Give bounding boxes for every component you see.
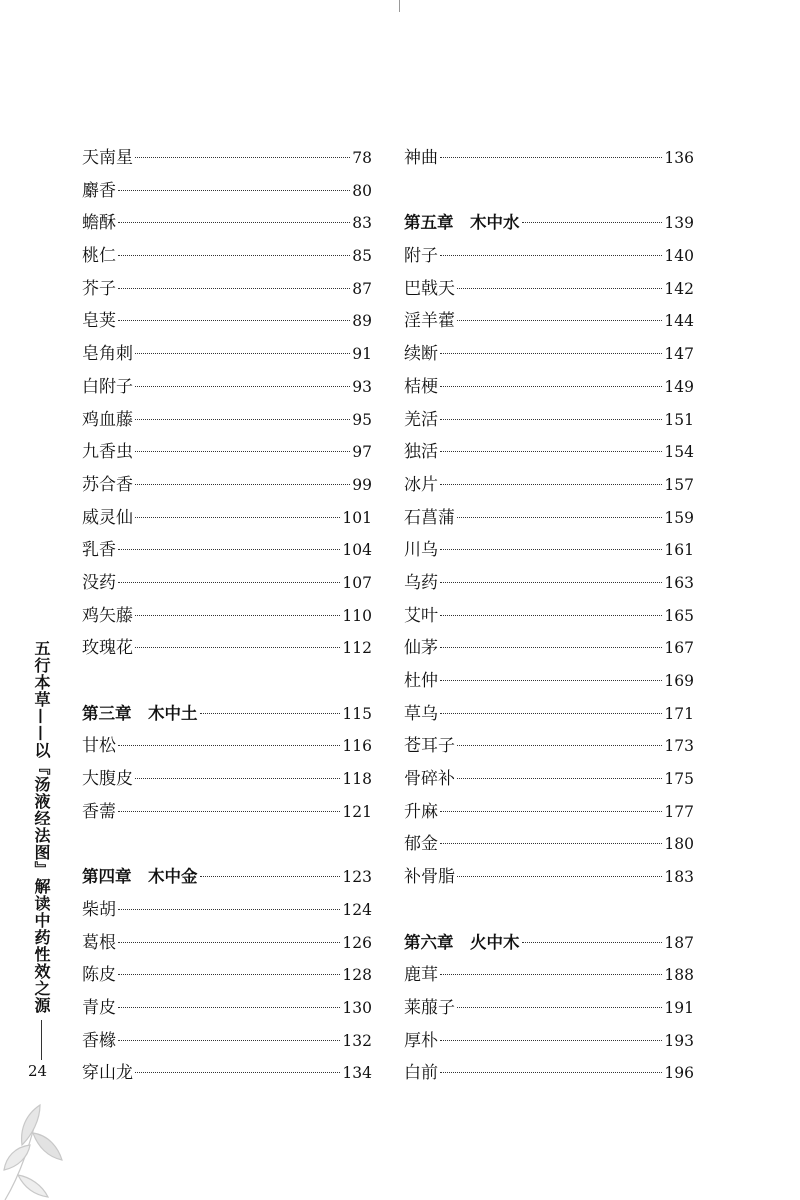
dot-leader xyxy=(200,713,341,714)
dot-leader xyxy=(440,451,662,452)
dot-leader xyxy=(440,255,662,256)
dot-leader xyxy=(440,843,662,844)
toc-entry-page: 183 xyxy=(664,868,694,887)
toc-entry[interactable] xyxy=(404,698,694,731)
toc-entry-title: 香薷 xyxy=(82,801,116,822)
toc-entry-page: 159 xyxy=(664,508,694,527)
book-title: 五行本草——以『汤液经法图』解读中药性效之源 xyxy=(32,640,51,1014)
toc-entry[interactable] xyxy=(82,240,372,273)
toc-entry-page: 126 xyxy=(342,933,372,952)
dot-leader xyxy=(440,680,662,681)
dot-leader xyxy=(440,419,662,420)
toc-entry-page: 188 xyxy=(664,966,694,985)
toc-entry[interactable] xyxy=(404,371,694,404)
toc-entry-title: 第三章 木中土 xyxy=(82,703,198,723)
toc-entry-title: 鸡矢藤 xyxy=(82,605,133,626)
toc-entry-page: 121 xyxy=(342,802,372,821)
toc-entry-page: 118 xyxy=(342,770,372,789)
toc-entry[interactable] xyxy=(82,436,372,469)
dot-leader xyxy=(118,288,350,289)
toc-entry-page: 196 xyxy=(664,1064,694,1083)
top-margin-tick xyxy=(399,0,400,12)
dot-leader xyxy=(118,942,340,943)
toc-entry[interactable] xyxy=(82,1025,372,1058)
dot-leader xyxy=(440,353,662,354)
toc-entry[interactable] xyxy=(82,567,372,600)
toc-entry-page: 128 xyxy=(342,966,372,985)
toc-entry-title: 苏合香 xyxy=(82,474,133,495)
toc-entry-page: 132 xyxy=(342,1031,372,1050)
toc-entry-page: 163 xyxy=(664,573,694,592)
toc-entry-title: 仙茅 xyxy=(404,638,438,659)
toc-entry-title: 桃仁 xyxy=(82,246,116,267)
toc-entry-title: 补骨脂 xyxy=(404,867,455,888)
toc-entry-title: 鹿茸 xyxy=(404,965,438,986)
toc-entry[interactable] xyxy=(404,763,694,796)
toc-entry[interactable] xyxy=(404,567,694,600)
toc-entry[interactable] xyxy=(404,338,694,371)
toc-entry-title: 皂荚 xyxy=(82,311,116,332)
dot-leader xyxy=(135,778,340,779)
toc-entry-page: 177 xyxy=(664,802,694,821)
dot-leader xyxy=(457,288,662,289)
toc-entry[interactable] xyxy=(404,404,694,437)
toc-entry[interactable] xyxy=(82,175,372,208)
toc-entry-page: 136 xyxy=(664,149,694,167)
dot-leader xyxy=(440,713,662,714)
dot-leader xyxy=(135,386,350,387)
dot-leader xyxy=(135,615,340,616)
toc-entry-title: 淫羊藿 xyxy=(404,311,455,332)
toc-entry-page: 149 xyxy=(664,377,694,396)
toc-entry-page: 110 xyxy=(342,606,372,625)
toc-entry-title: 厚朴 xyxy=(404,1030,438,1051)
toc-entry-title: 续断 xyxy=(404,344,438,365)
toc-entry[interactable] xyxy=(404,142,694,175)
toc-entry-title: 桔梗 xyxy=(404,376,438,397)
toc-entry-page: 134 xyxy=(342,1064,372,1083)
toc-entry[interactable] xyxy=(82,927,372,960)
leaf-decoration-icon xyxy=(0,1085,70,1200)
toc-entry-title: 甘松 xyxy=(82,736,116,757)
toc-entry-title: 附子 xyxy=(404,246,438,267)
dot-leader xyxy=(522,942,663,943)
toc-entry-page: 173 xyxy=(664,737,694,756)
toc-entry-title: 巴戟天 xyxy=(404,278,455,299)
toc-entry[interactable] xyxy=(404,861,694,894)
toc-entry[interactable] xyxy=(404,796,694,829)
toc-entry[interactable] xyxy=(82,632,372,665)
toc-entry-page: 140 xyxy=(664,247,694,266)
toc-entry-page: 89 xyxy=(352,312,372,331)
dot-leader xyxy=(135,451,350,452)
toc-entry-page: 161 xyxy=(664,541,694,560)
toc-entry-title: 柴胡 xyxy=(82,899,116,920)
toc-entry[interactable] xyxy=(404,1025,694,1058)
toc-entry-page: 175 xyxy=(664,770,694,789)
toc-entry-title: 杜仲 xyxy=(404,671,438,691)
toc-entry[interactable] xyxy=(82,338,372,371)
dot-leader xyxy=(440,615,662,616)
spine-running-title xyxy=(24,640,58,1066)
toc-entry-page: 154 xyxy=(664,443,694,462)
toc-entry[interactable] xyxy=(404,730,694,763)
toc-entry-title: 独活 xyxy=(404,442,438,463)
toc-entry[interactable] xyxy=(82,600,372,633)
dot-leader xyxy=(457,320,662,321)
toc-entry-title: 蟾酥 xyxy=(82,213,116,234)
dot-leader xyxy=(118,909,340,910)
dot-leader xyxy=(135,517,340,518)
toc-entry-title: 大腹皮 xyxy=(82,769,133,790)
toc-entry[interactable] xyxy=(82,502,372,535)
toc-chapter-heading[interactable] xyxy=(82,698,372,731)
toc-entry-page: 130 xyxy=(342,998,372,1017)
toc-entry-title: 羌活 xyxy=(404,409,438,430)
dot-leader xyxy=(457,1007,662,1008)
section-gap xyxy=(82,828,372,861)
dot-leader xyxy=(135,647,340,648)
toc-entry-page: 87 xyxy=(352,279,372,298)
dot-leader xyxy=(457,745,662,746)
dot-leader xyxy=(118,320,350,321)
toc-entry-title: 冰片 xyxy=(404,474,438,495)
toc-entry-page: 93 xyxy=(352,377,372,396)
dot-leader xyxy=(440,974,662,975)
toc-entry[interactable] xyxy=(404,828,694,861)
spine-rule xyxy=(41,1020,42,1060)
toc-entry-page: 165 xyxy=(664,606,694,625)
toc-entry[interactable] xyxy=(82,796,372,829)
dot-leader xyxy=(118,190,350,191)
toc-entry[interactable] xyxy=(404,632,694,665)
toc-entry[interactable] xyxy=(82,992,372,1025)
dot-leader xyxy=(118,549,340,550)
toc-entry[interactable] xyxy=(404,665,694,698)
toc-entry-title: 皂角刺 xyxy=(82,344,133,365)
toc-entry-page: 107 xyxy=(342,573,372,592)
dot-leader xyxy=(457,876,662,877)
dot-leader xyxy=(135,1072,340,1073)
dot-leader xyxy=(522,222,663,223)
toc-entry-title: 天南星 xyxy=(82,148,133,168)
toc-entry[interactable] xyxy=(404,600,694,633)
section-gap xyxy=(82,665,372,698)
toc-entry-page: 99 xyxy=(352,475,372,494)
toc-entry-page: 191 xyxy=(664,998,694,1017)
toc-entry-page: 115 xyxy=(342,704,372,723)
dot-leader xyxy=(118,1040,340,1041)
dot-leader xyxy=(440,582,662,583)
toc-entry-title: 没药 xyxy=(82,572,116,593)
toc-entry-title: 第四章 木中金 xyxy=(82,867,198,887)
toc-entry-title: 玫瑰花 xyxy=(82,638,133,659)
toc-entry-title: 香橼 xyxy=(82,1030,116,1051)
toc-entry-page: 104 xyxy=(342,541,372,560)
toc-entry-title: 穿山龙 xyxy=(82,1063,133,1084)
toc-entry[interactable] xyxy=(82,404,372,437)
toc-entry-page: 187 xyxy=(664,933,694,952)
toc-entry-title: 乳香 xyxy=(82,540,116,561)
toc-entry-title: 骨碎补 xyxy=(404,769,455,790)
section-gap xyxy=(404,894,694,927)
toc-entry-page: 167 xyxy=(664,639,694,658)
toc-entry-title: 九香虫 xyxy=(82,442,133,463)
section-gap xyxy=(404,175,694,208)
toc-entry-page: 95 xyxy=(352,410,372,429)
toc-entry[interactable] xyxy=(82,142,372,175)
toc-entry-title: 第六章 火中木 xyxy=(404,932,520,952)
toc-entry-page: 147 xyxy=(664,345,694,364)
toc-entry[interactable] xyxy=(82,730,372,763)
toc-entry[interactable] xyxy=(82,207,372,240)
toc-entry[interactable] xyxy=(404,273,694,306)
toc-entry-page: 171 xyxy=(664,704,694,723)
toc-entry-page: 97 xyxy=(352,443,372,462)
dot-leader xyxy=(118,1007,340,1008)
dot-leader xyxy=(457,517,662,518)
toc-entry-title: 青皮 xyxy=(82,997,116,1018)
toc-entry-title: 艾叶 xyxy=(404,605,438,626)
dot-leader xyxy=(440,1040,662,1041)
toc-entry-page: 91 xyxy=(352,345,372,364)
dot-leader xyxy=(118,745,340,746)
toc-entry[interactable] xyxy=(404,534,694,567)
toc-entry[interactable] xyxy=(82,959,372,992)
dot-leader xyxy=(440,549,662,550)
dot-leader xyxy=(440,811,662,812)
page-number: 24 xyxy=(28,1062,48,1080)
toc-entry[interactable] xyxy=(404,469,694,502)
dot-leader xyxy=(440,1072,662,1073)
toc-entry-title: 芥子 xyxy=(82,278,116,299)
toc-entry-page: 116 xyxy=(342,737,372,756)
toc-entry-page: 123 xyxy=(342,868,372,887)
toc-entry-title: 鸡血藤 xyxy=(82,409,133,430)
toc-entry[interactable] xyxy=(82,1057,372,1090)
toc-entry-title: 白附子 xyxy=(82,376,133,397)
toc-entry-page: 112 xyxy=(342,639,372,658)
toc-chapter-heading[interactable] xyxy=(404,927,694,960)
toc-entry[interactable] xyxy=(82,894,372,927)
toc-entry-page: 193 xyxy=(664,1031,694,1050)
toc-entry-title: 葛根 xyxy=(82,932,116,953)
dot-leader xyxy=(118,582,340,583)
dot-leader xyxy=(457,778,662,779)
dot-leader xyxy=(440,386,662,387)
toc-entry[interactable] xyxy=(82,371,372,404)
toc-entry-title: 神曲 xyxy=(404,148,438,168)
toc-entry-page: 83 xyxy=(352,214,372,233)
toc-entry[interactable] xyxy=(82,273,372,306)
toc-entry-title: 草乌 xyxy=(404,703,438,724)
toc-entry[interactable] xyxy=(82,305,372,338)
toc-entry-page: 124 xyxy=(342,900,372,919)
toc-entry[interactable] xyxy=(404,992,694,1025)
dot-leader xyxy=(440,647,662,648)
dot-leader xyxy=(440,484,662,485)
dot-leader xyxy=(200,876,341,877)
toc-entry-title: 陈皮 xyxy=(82,965,116,986)
toc-entry-title: 白前 xyxy=(404,1063,438,1084)
toc-entry[interactable] xyxy=(404,502,694,535)
toc-entry-title: 石菖蒲 xyxy=(404,507,455,528)
dot-leader xyxy=(118,222,350,223)
toc-left-column xyxy=(82,142,372,1090)
toc-entry[interactable] xyxy=(404,1057,694,1090)
dot-leader xyxy=(135,484,350,485)
toc-entry-title: 麝香 xyxy=(82,180,116,201)
toc-entry-page: 169 xyxy=(664,672,694,690)
dot-leader xyxy=(118,811,340,812)
toc-entry[interactable] xyxy=(404,959,694,992)
dot-leader xyxy=(135,353,350,354)
toc-entry-page: 78 xyxy=(352,149,372,167)
toc-entry-page: 157 xyxy=(664,475,694,494)
dot-leader xyxy=(118,974,340,975)
toc-entry-title: 川乌 xyxy=(404,540,438,561)
toc-entry-title: 郁金 xyxy=(404,834,438,855)
toc-entry-title: 威灵仙 xyxy=(82,507,133,528)
toc-chapter-heading[interactable] xyxy=(404,207,694,240)
toc-entry[interactable] xyxy=(82,469,372,502)
toc-entry-page: 151 xyxy=(664,410,694,429)
toc-entry-page: 80 xyxy=(352,181,372,200)
toc-entry[interactable] xyxy=(404,305,694,338)
toc-entry-page: 139 xyxy=(664,214,694,233)
toc-entry-title: 第五章 木中水 xyxy=(404,213,520,233)
toc-entry-page: 101 xyxy=(342,508,372,527)
toc-entry[interactable] xyxy=(404,240,694,273)
toc-right-column xyxy=(404,142,694,1090)
toc-entry-title: 升麻 xyxy=(404,801,438,822)
toc-entry-page: 142 xyxy=(664,279,694,298)
toc-entry-title: 乌药 xyxy=(404,572,438,593)
toc-entry-title: 莱菔子 xyxy=(404,997,455,1018)
toc-entry[interactable] xyxy=(404,436,694,469)
dot-leader xyxy=(135,419,350,420)
toc-entry-page: 85 xyxy=(352,247,372,266)
toc-entry-title: 苍耳子 xyxy=(404,736,455,757)
dot-leader xyxy=(118,255,350,256)
toc-chapter-heading[interactable] xyxy=(82,861,372,894)
toc-entry-page: 180 xyxy=(664,835,694,854)
toc-entry-page: 144 xyxy=(664,312,694,331)
dot-leader xyxy=(135,157,350,158)
toc-entry[interactable] xyxy=(82,534,372,567)
toc-entry[interactable] xyxy=(82,763,372,796)
dot-leader xyxy=(440,157,662,158)
